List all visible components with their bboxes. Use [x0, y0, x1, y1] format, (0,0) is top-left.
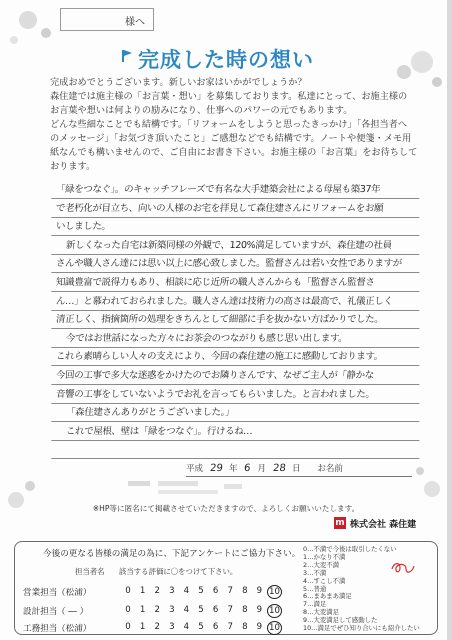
- hp-publication-note: ※HP等に匿名にて掲載させていただきますので、よろしくお願いいたします。: [92, 504, 360, 513]
- rating-option[interactable]: 3: [169, 622, 175, 632]
- handwritten-line: 今回の工事で多大な迷惑をかけたのでお隣りさんです、なぜご主人が「静かな: [51, 366, 420, 385]
- intro-text: [50, 76, 422, 174]
- rating-option[interactable]: 3: [169, 605, 175, 615]
- decor-circle: [416, 467, 424, 475]
- stamp-mark: [128, 481, 150, 486]
- faded-stamp: [128, 478, 248, 498]
- handwritten-line: これで屋根、壁は「緑をつなぐ」。行けるね…: [51, 422, 420, 441]
- stamp-mark: [158, 481, 198, 486]
- legend-item: 2…大変不満: [303, 560, 340, 569]
- recipient-suffix: 様へ: [125, 17, 145, 28]
- staff-name: （松浦）: [56, 588, 93, 598]
- legend-item: 3…不満: [303, 568, 327, 577]
- column-header-person: 担当者名: [75, 567, 105, 576]
- date-year: 29: [209, 463, 224, 474]
- rating-option[interactable]: 4: [183, 586, 190, 596]
- intro-line: 紙なんでも構いませんので、ご自由にお書き下さい。お施主様の「お言葉」をお待ちして: [50, 147, 418, 158]
- legend-item: 4…すこし不満: [303, 576, 346, 585]
- legend-item: 1…かなり不満: [303, 552, 346, 561]
- staff-role: 設計担当: [23, 607, 58, 617]
- rating-option[interactable]: 2: [154, 586, 160, 596]
- handwritten-line: いしました。: [51, 217, 420, 236]
- rating-option[interactable]: 5: [198, 605, 204, 615]
- date-year-unit: 年: [229, 464, 238, 474]
- rating-option[interactable]: 9: [256, 605, 263, 615]
- stamp-mark: [224, 484, 242, 489]
- rating-option[interactable]: 1: [139, 605, 146, 615]
- rating-option[interactable]: 0: [125, 622, 131, 632]
- satisfaction-survey: [14, 541, 438, 635]
- rating-row: [23, 584, 295, 600]
- legend-item: 6…まあまあ満足: [303, 592, 352, 601]
- intro-line: 完成おめでとうございます。新しいお家はいかがでしょうか？: [50, 77, 307, 88]
- legend-item: 8…大変満足: [303, 608, 340, 617]
- staff-role: 営業担当: [23, 588, 58, 598]
- page-title: 完成した時の想い: [138, 48, 314, 72]
- rating-option[interactable]: 0: [125, 586, 131, 596]
- staff-role: 工務担当: [23, 624, 58, 634]
- company-logo-mark: m: [335, 518, 345, 528]
- handwritten-line: 今ではお世話になった方々にお茶会のつながりも感じ思い出します。: [51, 329, 420, 348]
- scan-edge: [447, 0, 452, 640]
- rating-option[interactable]: 1: [139, 622, 146, 632]
- rating-option[interactable]: 0: [125, 605, 131, 615]
- decor-circle: [19, 11, 37, 29]
- rating-option[interactable]: 5: [198, 586, 204, 596]
- rating-option[interactable]: 4: [183, 622, 190, 632]
- rating-option[interactable]: 7: [227, 622, 233, 632]
- rating-option[interactable]: 3: [169, 586, 175, 596]
- date-name-row: [186, 462, 412, 477]
- rating-option[interactable]: 5: [198, 622, 204, 632]
- rating-option[interactable]: 1: [139, 586, 146, 596]
- rating-option[interactable]: 8: [242, 605, 248, 615]
- staff-name: （松浦）: [56, 624, 93, 634]
- handwritten-line: [51, 440, 420, 459]
- rating-option[interactable]: 9: [256, 586, 263, 596]
- rating-option[interactable]: 8: [242, 586, 248, 596]
- handwritten-line: 知識豊富で説得力もあり、相談に応じ近所の職人さんからも「監督さん監督さ: [51, 273, 420, 292]
- handwritten-line: ん…」と慕われておられました。職人さん達は技術力の高さは最高で、礼儀正しく: [51, 292, 420, 311]
- rating-option[interactable]: 6: [212, 605, 219, 615]
- intro-line: お言葉や想いは何よりの励みになり、仕事へのパワーの元でもあります。: [50, 105, 353, 116]
- rating-option[interactable]: 6: [212, 586, 219, 596]
- legend-item: 10…満足でぜひ知り合いにも紹介したい: [303, 624, 420, 633]
- rating-row: [23, 603, 295, 619]
- column-header-rating: 該当する評価に〇をつけて下さい。: [119, 567, 238, 576]
- staff-name: （ ― ）: [56, 607, 90, 617]
- date-month-unit: 月: [257, 464, 266, 474]
- name-label: お名前: [317, 464, 343, 474]
- intro-line: のメッセージ」「お気づき頂いたこと」ご感想などでも結構です。ノートや便箋・メモ用: [50, 133, 412, 144]
- company-name: 株式会社 森住建: [350, 519, 417, 530]
- handwritten-doodle: [390, 560, 416, 576]
- stamp-mark: [158, 490, 218, 494]
- handwritten-line: これら素晴らしい人々の支えにより、今回の森住建の施工に感動しております。: [51, 347, 420, 366]
- date-month: 6: [243, 463, 252, 474]
- recipient-name-box: [60, 8, 154, 31]
- intro-line: 森住建では施主様の「お言葉・想い」を募集しております。私達にとって、お施主様の: [50, 91, 408, 102]
- rating-option[interactable]: 2: [154, 622, 160, 632]
- decor-circle: [424, 481, 440, 497]
- handwritten-line: 清正しく、指摘箇所の処理をきちんとして細部に手を抜かない方ばかりでした。: [51, 310, 420, 329]
- handwritten-line: で老朽化が目立ち、向いの人様のお宅を拝見して森住建さんにリフォームをお願: [51, 199, 420, 218]
- rating-option-selected[interactable]: 10: [267, 585, 282, 599]
- handwritten-line: 新しくなった自宅は新築同様の外観で、120%満足していますが、森住建の社員: [51, 236, 420, 255]
- legend-item: 0…不満で今後は取引したくない: [303, 545, 397, 553]
- rating-option-selected[interactable]: 10: [267, 621, 282, 635]
- rating-option[interactable]: 9: [256, 622, 263, 632]
- rating-option[interactable]: 7: [227, 586, 233, 596]
- rating-row-label: [23, 622, 92, 634]
- rating-option[interactable]: 8: [242, 622, 248, 632]
- handwritten-line: 「緑をつなぐ」。のキャッチフレーズで有名な大手建築会社による母屋も築37年: [51, 180, 420, 199]
- handwritten-message: [52, 180, 420, 459]
- rating-option-selected[interactable]: 10: [267, 604, 282, 618]
- decor-circle: [10, 36, 18, 44]
- handwritten-line: さんや職人さん達には思い以上に感心致しました。監督さんは若い女性でありますが: [51, 254, 420, 273]
- rating-option[interactable]: 2: [154, 605, 160, 615]
- intro-line: どんな些細なことでも結構です。「リフォームをしようと思ったきっかけ」「各担当者へ: [50, 119, 408, 130]
- rating-row: [23, 620, 295, 636]
- date-day-unit: 日: [292, 464, 301, 474]
- handwritten-line: 音響の工事をしていないようでお礼を言ってもらいました。と言われました。: [51, 385, 420, 404]
- rating-option[interactable]: 6: [212, 622, 219, 632]
- rating-row-label: [23, 605, 89, 617]
- decor-circle: [25, 481, 35, 491]
- legend-item: 7…満足: [303, 600, 327, 609]
- rating-row-label: [23, 586, 92, 598]
- legend-item: 5…普通: [303, 584, 327, 593]
- rating-option[interactable]: 7: [227, 605, 233, 615]
- legend-item: 9…大変満足して感動した: [303, 616, 378, 625]
- date-day: 28: [272, 463, 286, 474]
- date-era: 平成: [186, 464, 204, 474]
- intro-line: おります。: [50, 161, 96, 172]
- rating-option[interactable]: 4: [183, 605, 190, 615]
- survey-prompt: 今後の更なる皆様の満足の為に、下記アンケートにご協力下さい。: [43, 549, 301, 559]
- decor-circle: [41, 28, 51, 38]
- handwritten-line: 「森住建さんありがとうございました。」: [51, 403, 420, 422]
- company-logo: [334, 516, 416, 530]
- decor-circle: [432, 77, 442, 87]
